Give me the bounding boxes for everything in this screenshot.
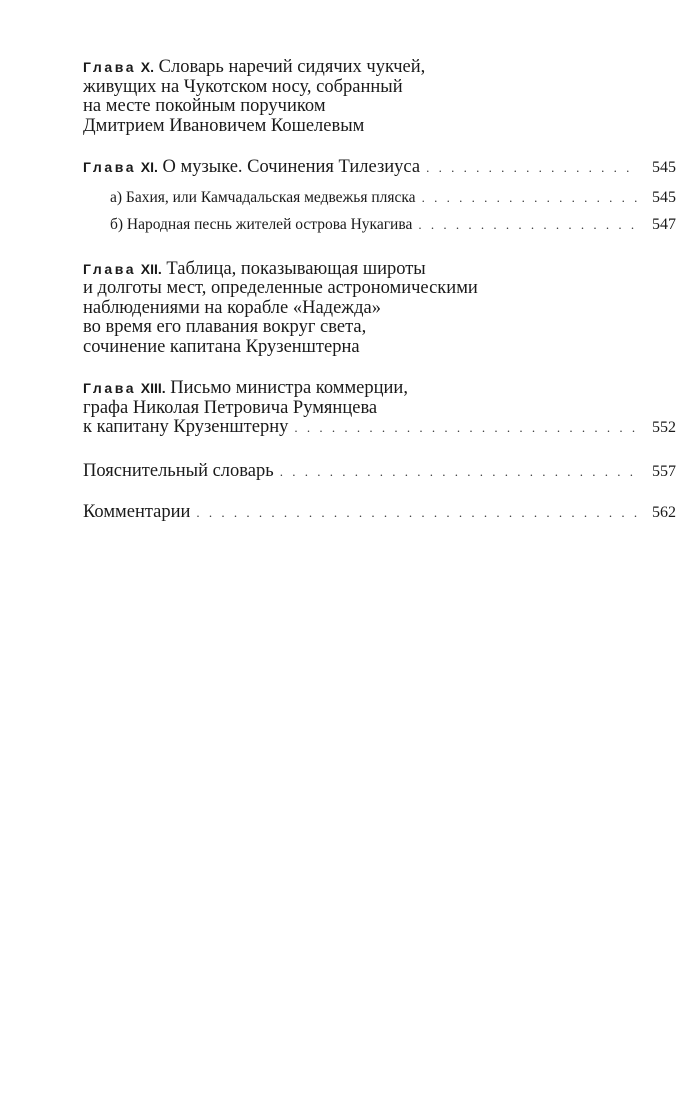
chapter-label: Глава <box>83 380 137 396</box>
chapter-label: Глава <box>83 260 137 277</box>
toc-entry-glossary <box>83 462 676 482</box>
page-number: 547 <box>652 215 676 233</box>
toc-line <box>110 215 676 234</box>
toc-subentry <box>83 215 676 234</box>
toc-line <box>83 58 676 78</box>
table-of-contents <box>83 58 676 537</box>
chapter-title-line: и долготы мест, определенные астрономическими <box>83 278 478 298</box>
toc-line <box>83 158 676 178</box>
chapter-title-line: наблюдениями на корабле «Надежда» <box>83 297 381 318</box>
entry-title: Комментарии <box>83 502 191 522</box>
toc-entry-comments <box>83 503 676 523</box>
dot-leader <box>280 462 638 482</box>
dot-leader <box>422 188 638 207</box>
chapter-title-line: во время его плавания вокруг света, <box>83 317 367 337</box>
chapter-title-line: графа Николая Петровича Румянцева <box>83 397 378 418</box>
toc-line <box>83 418 676 438</box>
entry-title: Пояснительный словарь <box>83 460 274 481</box>
chapter-title-line: Таблица, показывающая широты <box>166 258 426 279</box>
page-number: 562 <box>652 504 676 521</box>
chapter-label: Глава <box>83 59 137 75</box>
chapter-number: XII. <box>140 260 162 277</box>
toc-line <box>83 503 676 523</box>
chapter-label: Глава <box>83 159 137 175</box>
toc-line <box>83 379 676 399</box>
chapter-number: XIII. <box>140 380 166 396</box>
chapter-number: XI. <box>140 159 158 175</box>
dot-leader <box>294 418 638 438</box>
page-number: 557 <box>652 462 676 480</box>
dot-leader <box>196 503 638 523</box>
toc-subentry <box>83 188 676 207</box>
toc-entry-title <box>83 158 420 178</box>
page-number: 545 <box>652 188 676 206</box>
dot-leader <box>426 158 638 178</box>
chapter-title-line: живущих на Чукотском носу, собранный <box>83 76 403 97</box>
chapter-title: О музыке. Сочинения Тилезиуса <box>162 157 421 177</box>
chapter-number: X. <box>140 59 154 75</box>
toc-line <box>110 188 676 207</box>
chapter-title-line: сочинение капитана Крузенштерна <box>83 336 360 357</box>
chapter-title-line: к капитану Крузенштерну <box>83 417 289 437</box>
chapter-title-line: на месте покойным поручиком <box>83 96 326 116</box>
dot-leader <box>418 215 638 234</box>
toc-entry-chapter-11 <box>83 158 676 234</box>
toc-entry-chapter-12 <box>83 260 676 358</box>
page-number: 545 <box>652 159 676 176</box>
toc-entry-chapter-13 <box>83 379 676 438</box>
chapter-title-line: Дмитрием Ивановичем Кошелевым <box>83 115 365 136</box>
subentry-title: б) Народная песнь жителей острова Нукагива <box>110 215 413 233</box>
chapter-title-line: Словарь наречий сидячих чукчей, <box>158 57 426 77</box>
toc-entry-chapter-10 <box>83 58 676 136</box>
subentry-title: а) Бахия, или Камчадальская медвежья пляска <box>110 188 416 206</box>
page-number: 552 <box>652 419 676 436</box>
toc-line <box>83 260 676 280</box>
chapter-title-line: Письмо министра коммерции, <box>170 378 408 398</box>
toc-line <box>83 462 676 482</box>
